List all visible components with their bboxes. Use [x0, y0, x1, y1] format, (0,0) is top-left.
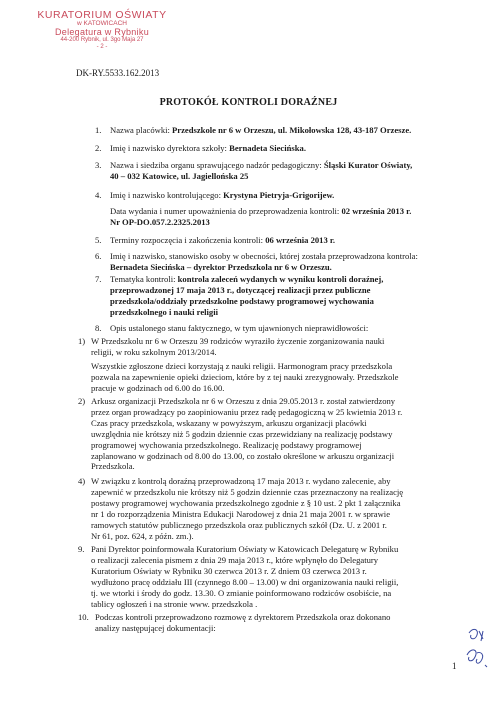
item-line: tablicy ogłoszeń i na stronie www. przedszkola .: [91, 598, 258, 609]
finding-line: W związku z kontrolą doraźną przeprowadzoną 17 maja 2013 r. wydano zalecenie, aby: [91, 476, 391, 486]
item-value: 06 września 2013 r.: [265, 235, 336, 245]
item-label: Terminy rozpoczęcia i zakończenia kontroli:: [110, 235, 266, 245]
item-value: Krystyna Pietryja-Grigorijew.: [223, 190, 335, 200]
stamp-line-1: KURATORIUM OŚWIATY: [37, 9, 167, 21]
item-4: [95, 190, 455, 202]
item-number: 6.: [95, 251, 102, 261]
item-9: [78, 544, 461, 610]
item-3: [95, 160, 455, 184]
stamp-line-3: Delegatura w Rybniku: [54, 26, 150, 37]
finding-line: postawy programowej wychowania przedszkolnego zgodnie z § 10 ust. 2 pkt 1 załącznika: [91, 497, 401, 508]
finding-line: religii, w roku szkolnym 2013/2014.: [91, 346, 217, 357]
item-6: [95, 251, 460, 275]
item-label: Imię i nazwisko dyrektora szkoły:: [110, 143, 230, 153]
item-line: Kuratorium Oświaty w Rybniku 30 czerwca 2013 r. Z dniem 03 czerwca 2013 r.: [91, 565, 367, 576]
item-label: Opis ustalonego stanu faktycznego, w tym ujawnionych nieprawidłowości:: [110, 323, 369, 333]
item-line: Podczas kontroli przeprowadzono rozmowę z dyrektorem Przedszkola oraz dokonano: [95, 612, 391, 622]
finding-line: programowej wychowania przedszkolnego. Realizację podstawy programowej: [91, 439, 362, 450]
item-line: analizy następującej dokumentacji:: [95, 622, 216, 633]
finding-number: 4): [78, 476, 86, 486]
finding-number: 2): [78, 396, 86, 406]
item-line: tj. we wtorki i środy do godz. 13.30. O zmianie poinformowano rodziców osobiście, na: [91, 587, 392, 598]
item-value-line-4: przedszkolnego i nauki religii: [110, 306, 218, 317]
finding-text: [91, 396, 461, 472]
item-text: [110, 274, 460, 318]
finding-2: [78, 396, 461, 474]
item-number: 7.: [95, 274, 102, 284]
finding-line: nr 1 do rozporządzenia Ministra Edukacji Narodowej z dnia 21 maja 2001 r. w sprawie: [91, 508, 391, 519]
page-number: 1: [452, 661, 457, 671]
finding-text: [91, 476, 461, 541]
item-5: [95, 235, 455, 247]
item-label: Imię i nazwisko kontrolującego:: [110, 190, 224, 200]
stamp-line-5: - 2 -: [96, 43, 108, 50]
item-value: Bernadeta Siecińska – dyrektor Przedszkola nr 6 w Orzeszu.: [110, 261, 332, 272]
item-number: 2.: [95, 143, 102, 153]
document-reference: DK-RY.5533.162.2013: [76, 68, 160, 78]
item-label: Tematyka kontroli:: [110, 274, 178, 284]
item-value: 02 września 2013 r.: [341, 206, 412, 216]
finding-4: [78, 476, 461, 542]
item-line: wydłużono pracę oddziału III (czynnego 8.00 – 13.00) w dni organizowania nauki religii,: [91, 576, 399, 587]
item-number: 9.: [78, 544, 85, 554]
item-text: [110, 143, 455, 154]
finding-line: Nr 61, poz. 624, z późn. zm.).: [91, 530, 194, 541]
item-number: 8.: [95, 323, 102, 333]
finding-line: ramowych statutów publicznego przedszkola oraz publicznych szkół (Dz. U. z 2001 r.: [91, 519, 387, 530]
item-number: 5.: [95, 235, 102, 245]
item-number: 10.: [78, 612, 89, 622]
item-text: [110, 125, 455, 136]
item-7: [95, 274, 460, 320]
item-text: [110, 160, 455, 182]
finding-1: [78, 336, 461, 360]
item-label: Data wydania i numer upoważnienia do przeprowadzenia kontroli:: [110, 206, 342, 216]
stamp-line-4: 44-200 Rybnik, ul. 3go Maja 27: [60, 37, 144, 44]
finding-line: zaplanowano w godzinach od 8.00 do 13.00, co zostało określone w arkuszu organizacji: [91, 450, 395, 461]
item-value: Śląski Kurator Oświaty,: [323, 160, 413, 170]
item-text: [110, 206, 455, 228]
item-value-line-3: przedszkola/oddziały przedszkolne podstawy programowej wychowania: [110, 295, 374, 306]
item-2: [95, 143, 455, 155]
finding-text: [91, 361, 461, 394]
item-text: [91, 544, 461, 609]
item-label: Imię i nazwisko, stanowisko osoby w obecności, której została przeprowadzona kontrola:: [110, 251, 418, 261]
institution-stamp: [36, 10, 168, 50]
item-value-line-2: Nr OP-DO.057.2.2325.2013: [110, 216, 210, 227]
item-line: Pani Dyrektor poinformowała Kuratorium Oświaty w Katowicach Delegaturę w Rybniku: [91, 544, 399, 554]
document-title: PROTOKÓŁ KONTROLI DORAŹNEJ: [159, 97, 338, 108]
item-value: kontrola zaleceń wydanych w wyniku kontroli doraźnej,: [177, 274, 384, 284]
finding-line: uwzględnia nie krótszy niż 5 godzin dziennie czas przewidziany na realizację podstawy: [91, 428, 393, 439]
item-label: Nazwa placówki:: [110, 125, 173, 135]
item-label: Nazwa i siedziba organu sprawującego nadzór pedagogiczny:: [110, 160, 324, 170]
finding-line: Wszystkie zgłoszone dzieci korzystają z nauki religii. Harmonogram pracy przedszkola: [91, 361, 393, 371]
item-value-line-2: 40 – 032 Katowice, ul. Jagiellońska 25: [110, 170, 249, 181]
item-value: Bernadeta Siecińska.: [229, 143, 306, 153]
finding-line: zapewnić w przedszkolu nie krótszy niż 5 godzin dziennie czas przeznaczony na realizację: [91, 486, 404, 497]
item-text: [95, 612, 461, 634]
finding-line: pozwala na zapewnienie opieki dzieciom, które by z tej nauki zrezygnowały. Przedszkole: [91, 371, 399, 382]
item-number: 1.: [95, 125, 102, 135]
item-number: 3.: [95, 160, 102, 170]
handwritten-initials: [463, 625, 493, 685]
item-number: 4.: [95, 190, 102, 200]
finding-line: pracuje w godzinach od 6.00 do 16.00.: [91, 382, 225, 393]
stamp-line-2: w KATOWICACH: [77, 20, 127, 28]
item-text: [110, 190, 455, 201]
item-value: Przedszkole nr 6 w Orzeszu, ul. Mikołowska 128, 43-187 Orzesze.: [172, 125, 412, 135]
item-text: [110, 323, 460, 334]
finding-line: Przedszkola.: [91, 461, 135, 472]
finding-line: Arkusz organizacji Przedszkola nr 6 w Orzeszu z dnia 29.05.2013 r. został zatwierdzony: [91, 396, 396, 406]
item-text: [110, 235, 455, 246]
finding-number: 1): [78, 336, 86, 346]
finding-1-continued: [78, 361, 461, 395]
item-10: [78, 612, 461, 636]
finding-line: W Przedszkolu nr 6 w Orzeszu 39 rodziców wyraziło życzenie zorganizowania nauki: [91, 336, 385, 346]
finding-line: przez organ prowadzący po zaopiniowaniu przez radę pedagogiczną w 25 kwietnia 2013 r.: [91, 406, 403, 417]
finding-line: Czas pracy przedszkola, wskazany w powyższym, arkuszu organizacji placówki: [91, 417, 367, 428]
item-4-authorization: [95, 206, 455, 230]
item-value-line-2: przeprowadzonej 17 maja 2013 r., dotyczącej realizacji przez publiczne: [110, 284, 371, 295]
item-8: [95, 323, 460, 335]
finding-text: [91, 336, 461, 358]
item-1: [95, 125, 455, 137]
item-line: o realizacji zalecenia pismem z dnia 29 maja 2013 r., które wpłynęło do Delegatury: [91, 554, 379, 565]
item-text: [110, 251, 460, 273]
